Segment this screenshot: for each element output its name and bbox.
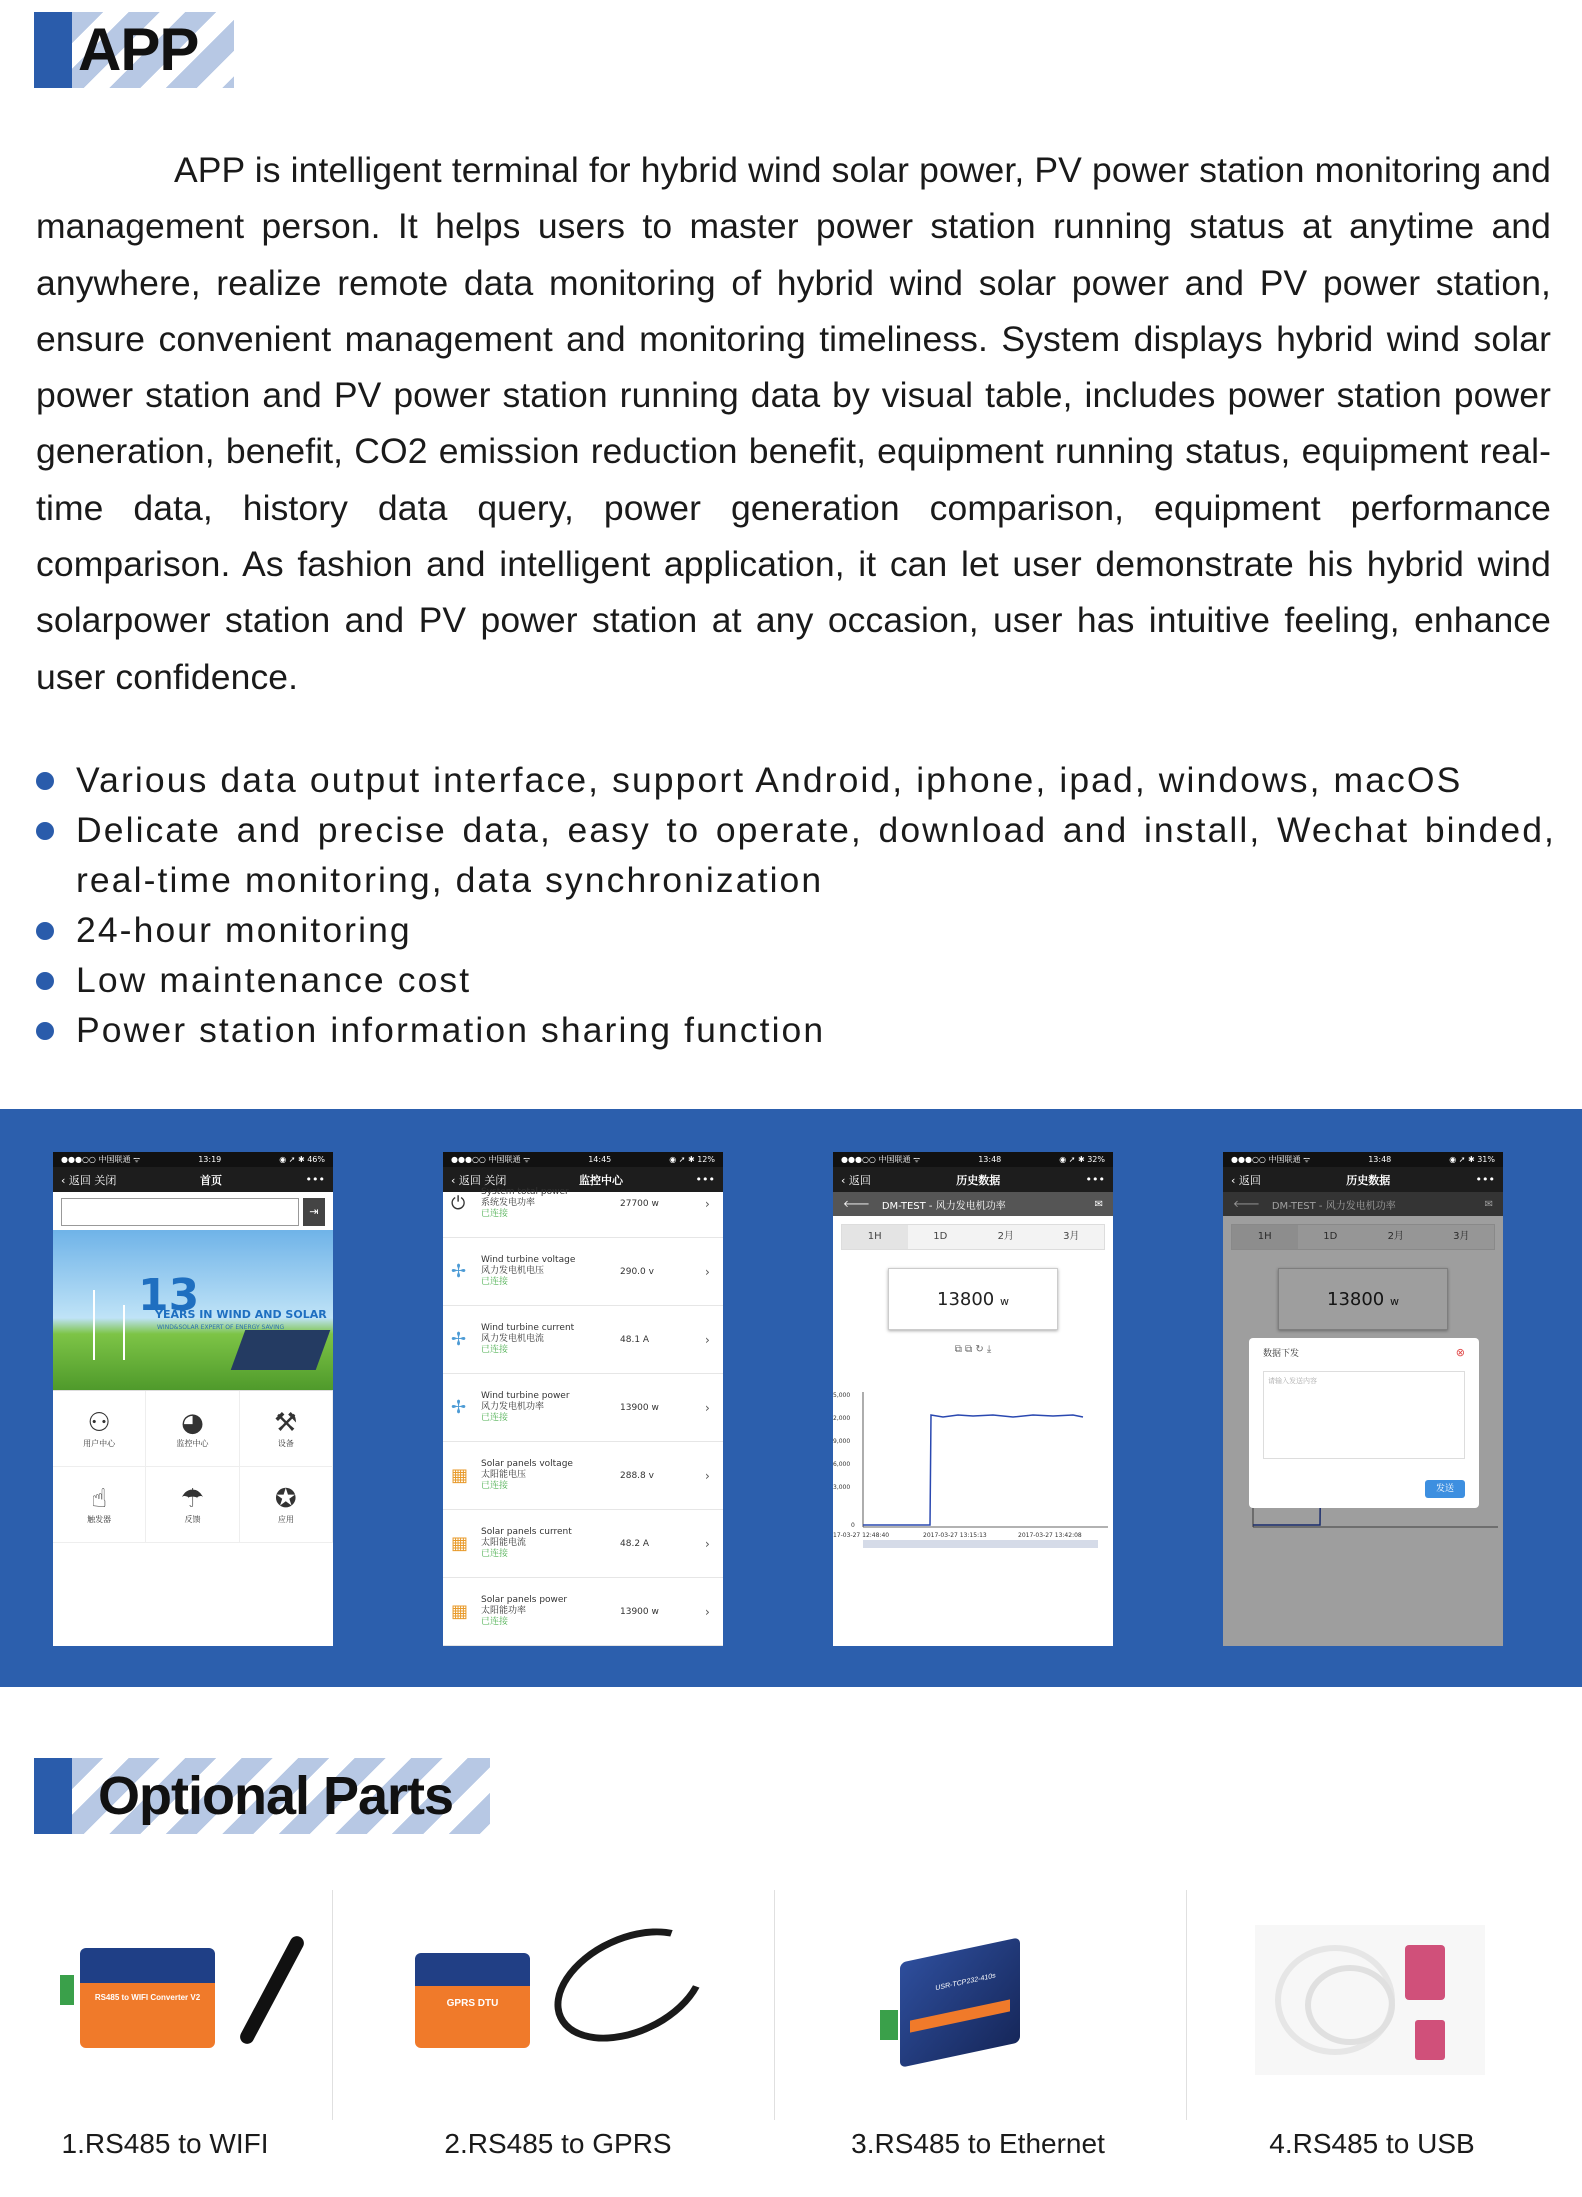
feature-list xyxy=(36,755,1556,1055)
title-accent-bar xyxy=(34,1758,72,1834)
mail-icon[interactable]: ✉ xyxy=(1094,1198,1103,1210)
nav-title: 首页 xyxy=(199,1173,222,1187)
home-banner xyxy=(53,1230,333,1390)
svg-text:9,000: 9,000 xyxy=(833,1438,851,1445)
trigger-icon: ☝ xyxy=(91,1484,108,1514)
optional-title-text: Optional Parts xyxy=(98,1766,454,1826)
tab-2m[interactable]: 2月 xyxy=(1363,1225,1429,1249)
feature-item: 24-hour monitoring xyxy=(36,905,1556,955)
db9-connector xyxy=(1405,1945,1445,2000)
device-header: 🡐 DM-TEST - 风力发电机功率 ✉ xyxy=(1223,1192,1503,1216)
nav-title: 历史数据 xyxy=(956,1173,1001,1187)
login-icon[interactable]: ⇥ xyxy=(303,1198,325,1226)
divider xyxy=(332,1890,333,2120)
back-button[interactable]: ‹ 返回 关闭 xyxy=(61,1173,117,1187)
part-label: 4.RS485 to USB xyxy=(1269,2128,1475,2159)
banner-number: 13 xyxy=(138,1270,200,1321)
send-content-input[interactable]: 请输入发送内容 xyxy=(1263,1371,1465,1459)
arrow-left-icon[interactable]: 🡐 xyxy=(843,1199,870,1210)
current-value: 13800 w xyxy=(1278,1268,1448,1330)
antenna-icon xyxy=(238,1934,307,2047)
app-title-text: APP xyxy=(78,16,199,83)
list-item[interactable]: ⏻ System total power 系统发电功率 已连接 27700 w › xyxy=(443,1170,723,1238)
close-icon[interactable]: ⊗ xyxy=(1455,1346,1465,1359)
more-icon[interactable]: ••• xyxy=(1085,1173,1105,1186)
menu-user-center[interactable]: ⚇ 用户中心 xyxy=(53,1391,146,1467)
more-icon[interactable]: ••• xyxy=(305,1173,325,1186)
arrow-left-icon[interactable]: 🡐 xyxy=(1233,1199,1260,1210)
svg-text:3,000: 3,000 xyxy=(833,1484,851,1491)
part-gprs-image xyxy=(395,1935,715,2075)
divider xyxy=(1186,1890,1187,2120)
more-icon[interactable]: ••• xyxy=(695,1173,715,1186)
apps-icon: ✪ xyxy=(274,1484,297,1514)
dialog-title: 数据下发 xyxy=(1263,1349,1300,1359)
chart-toolbar[interactable]: ⧉ ⧉ ↻ ⤓ xyxy=(954,1344,992,1355)
list-item[interactable]: ▦ Solar panels current 太阳能电流 已连接 48.2 A › xyxy=(443,1510,723,1578)
mail-icon[interactable]: ✉ xyxy=(1484,1198,1493,1210)
banner-tagline: WIND&SOLAR EXPERT OF ENERGY SAVING xyxy=(157,1324,285,1331)
status-bar: ●●●○○ 中国联通 ᯤ 14:45 ◉ ➚ ✱ 12% xyxy=(443,1152,723,1167)
ethernet-device: USR-TCP232-410s xyxy=(900,1937,1020,2068)
status-bar: ●●●○○ 中国联通 ᯤ 13:19 ◉ ➚ ✱ 46% xyxy=(53,1152,333,1167)
chevron-right-icon: › xyxy=(705,1604,710,1619)
bullet-icon xyxy=(36,1022,54,1040)
bullet-icon xyxy=(36,922,54,940)
svg-text:17-03-27 12:48:40: 17-03-27 12:48:40 xyxy=(833,1532,890,1539)
chevron-right-icon: › xyxy=(705,1468,710,1483)
feature-item: Delicate and precise data, easy to operate, download and install, Wechat binded, real-time monitoring, data synchronization xyxy=(36,805,1556,905)
status-bar: ●●●○○ 中国联通 ᯤ 13:48 ◉ ➚ ✱ 31% xyxy=(1223,1152,1503,1167)
wind-turbine-icon: ✢ xyxy=(451,1261,467,1282)
current-value: 13800 w xyxy=(888,1268,1058,1330)
svg-text:6,000: 6,000 xyxy=(833,1461,851,1468)
phone-monitor-screen xyxy=(443,1152,723,1646)
bullet-icon xyxy=(36,972,54,990)
feature-item: Power station information sharing function xyxy=(36,1005,1556,1055)
solar-panel-icon: ▦ xyxy=(451,1465,469,1486)
tab-3m[interactable]: 3月 xyxy=(1429,1225,1495,1249)
back-button[interactable]: ‹ 返回 关闭 xyxy=(451,1173,507,1187)
svg-text:2017-03-27 13:15:13: 2017-03-27 13:15:13 xyxy=(923,1532,987,1539)
tab-1d[interactable]: 1D xyxy=(1298,1225,1364,1249)
solar-panel-icon xyxy=(231,1330,331,1370)
chevron-right-icon: › xyxy=(705,1332,710,1347)
chevron-right-icon: › xyxy=(705,1400,710,1415)
terminal-block xyxy=(880,2010,898,2040)
svg-text:5,000: 5,000 xyxy=(833,1392,851,1399)
search-input[interactable] xyxy=(61,1198,299,1226)
history-line-chart xyxy=(833,1382,1113,1552)
windmill-icon xyxy=(123,1305,125,1360)
phone-history-modal-screen xyxy=(1223,1152,1503,1646)
svg-text:2,000: 2,000 xyxy=(833,1415,851,1422)
optional-section-title xyxy=(34,1758,490,1834)
device-header xyxy=(833,1192,1113,1216)
nav-title: 监控中心 xyxy=(578,1173,623,1187)
list-item[interactable]: ▦ Solar panels power 太阳能功率 已连接 13900 w › xyxy=(443,1578,723,1646)
chevron-right-icon: › xyxy=(705,1196,710,1211)
app-section-title xyxy=(34,12,234,88)
back-button[interactable]: ‹ 返回 xyxy=(841,1173,871,1187)
list-item[interactable]: ✢ Wind turbine voltage 风力发电机电压 已连接 290.0 v › xyxy=(443,1238,723,1306)
dtu-device: GPRS DTU xyxy=(415,1953,530,2048)
menu-device[interactable]: ⚒ 设备 xyxy=(240,1391,333,1467)
search-bar xyxy=(61,1198,325,1226)
svg-text:0: 0 xyxy=(851,1522,855,1529)
menu-feedback[interactable]: ☂ 反馈 xyxy=(146,1467,239,1543)
cable-icon xyxy=(536,1906,723,2064)
part-ethernet-image xyxy=(880,1940,1030,2070)
phone-home-screen xyxy=(53,1152,333,1646)
part-label: 3.RS485 to Ethernet xyxy=(851,2128,1105,2159)
menu-monitor-center[interactable]: ◕ 监控中心 xyxy=(146,1391,239,1467)
monitor-icon: ◕ xyxy=(181,1408,204,1438)
chevron-right-icon: › xyxy=(705,1264,710,1279)
range-tabs xyxy=(841,1224,1105,1250)
part-usb-image xyxy=(1255,1925,1485,2075)
power-icon: ⏻ xyxy=(451,1193,466,1214)
banner-text: YEARS IN WIND AND SOLAR xyxy=(155,1308,327,1321)
usb-connector xyxy=(1415,2020,1445,2060)
chevron-right-icon: › xyxy=(705,1536,710,1551)
feedback-icon: ☂ xyxy=(180,1484,205,1514)
tab-1h[interactable]: 1H xyxy=(842,1225,908,1249)
tab-1d[interactable]: 1D xyxy=(908,1225,974,1249)
part-label: 2.RS485 to GPRS xyxy=(444,2128,672,2159)
solar-panel-icon: ▦ xyxy=(451,1601,469,1622)
more-icon[interactable]: ••• xyxy=(1475,1173,1495,1186)
phone-history-screen xyxy=(833,1152,1113,1646)
nav-bar xyxy=(1223,1167,1503,1192)
list-item[interactable]: ▦ Solar panels voltage 太阳能电压 已连接 288.8 v › xyxy=(443,1442,723,1510)
divider xyxy=(774,1890,775,2120)
list-item[interactable]: ✢ Wind turbine power 风力发电机功率 已连接 13900 w › xyxy=(443,1374,723,1442)
app-intro-paragraph: APP is intelligent terminal for hybrid wind solar power, PV power station monitoring and management person. It helps users to master power station running status at anytime and anywhere, realize remote data monitoring of hybrid wind solar power and PV power station, ensure convenient management and monitoring timeliness. System displays hybrid wind solar power station and PV power station running data by visual table, includes power station power generation, benefit, CO2 emission reduction benefit, equipment running status, equipment real-time data, history data query, power generation comparison, equipment performance comparison. As fashion and intelligent application, it can let user demonstrate his hybrid wind solarpower station and PV power station at any occasion, user has intuitive feeling, enhance user confidence. xyxy=(36,150,1551,697)
wind-turbine-icon: ✢ xyxy=(451,1397,467,1418)
menu-apps[interactable]: ✪ 应用 xyxy=(240,1467,333,1543)
solar-panel-icon: ▦ xyxy=(451,1533,469,1554)
svg-text:2017-03-27 13:42:08: 2017-03-27 13:42:08 xyxy=(1018,1532,1082,1539)
home-menu-grid xyxy=(53,1390,333,1543)
converter-device: RS485 to WIFI Converter V2 xyxy=(80,1948,215,2048)
windmill-icon xyxy=(93,1290,95,1360)
user-icon: ⚇ xyxy=(87,1408,111,1438)
monitor-list xyxy=(443,1170,723,1646)
send-data-dialog xyxy=(1249,1338,1479,1508)
title-accent-bar xyxy=(34,12,72,88)
list-item[interactable]: ✢ Wind turbine current 风力发电机电流 已连接 48.1 A › xyxy=(443,1306,723,1374)
bullet-icon xyxy=(36,822,54,840)
send-button[interactable]: 发送 xyxy=(1425,1480,1465,1498)
nav-bar xyxy=(53,1167,333,1192)
wind-turbine-icon: ✢ xyxy=(451,1329,467,1350)
menu-trigger[interactable]: ☝ 触发器 xyxy=(53,1467,146,1543)
app-screenshots-band xyxy=(0,1109,1582,1687)
series-line xyxy=(863,1415,1083,1525)
part-label: 1.RS485 to WIFI xyxy=(61,2128,269,2159)
terminal-block xyxy=(60,1975,74,2005)
nav-title: 历史数据 xyxy=(1346,1173,1391,1187)
feature-item: Various data output interface, support Android, iphone, ipad, windows, macOS xyxy=(36,755,1556,805)
device-name: DM-TEST - 风力发电机功率 xyxy=(881,1200,1006,1212)
part-wifi-image xyxy=(60,1940,300,2070)
status-bar: ●●●○○ 中国联通 ᯤ 13:48 ◉ ➚ ✱ 32% xyxy=(833,1152,1113,1167)
tab-3m[interactable]: 3月 xyxy=(1039,1225,1105,1249)
back-button[interactable]: ‹ 返回 xyxy=(1231,1173,1261,1187)
nav-bar xyxy=(833,1167,1113,1192)
bullet-icon xyxy=(36,772,54,790)
tab-1h[interactable]: 1H xyxy=(1232,1225,1298,1249)
feature-item: Low maintenance cost xyxy=(36,955,1556,1005)
tab-2m[interactable]: 2月 xyxy=(973,1225,1039,1249)
device-icon: ⚒ xyxy=(274,1408,298,1438)
